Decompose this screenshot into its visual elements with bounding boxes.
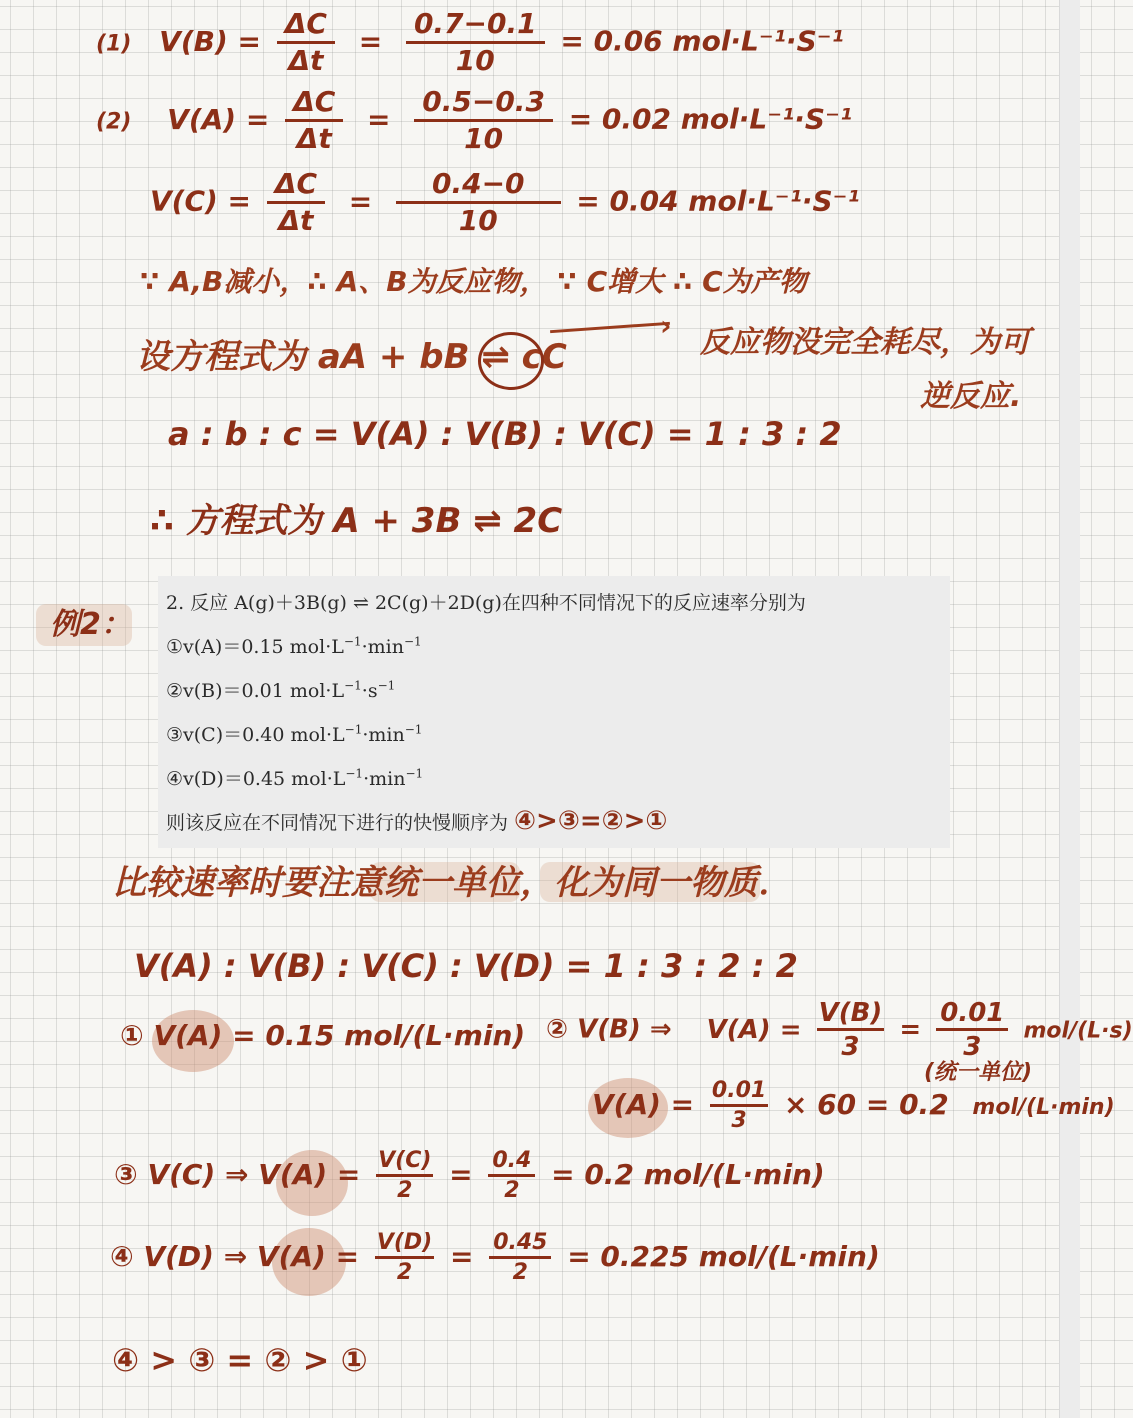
ratio-line: a : b : c = V(A) : V(B) : V(C) = 1 : 3 : 2	[168, 415, 842, 453]
reversible-circle	[478, 332, 544, 390]
step-2b-frac: $\frac{0.01}{3}$	[711, 1078, 767, 1133]
final-order: ④ > ③ = ② > ①	[112, 1341, 368, 1379]
rate-item-2: ②v(B)＝0.01 $mol\cdot L^{-1}\cdot s^{-1}$	[166, 678, 396, 702]
rate-item-4: ④v(D)＝0.45 $mol\cdot L^{-1}\cdot\min^{-1}$	[166, 766, 424, 790]
unify-note: (统一单位)	[924, 1060, 1033, 1085]
rate-item-3: ③v(C)＝0.40 $mol\cdot L^{-1}\cdot\min^{-1}$	[166, 722, 423, 746]
printed-problem	[158, 576, 950, 848]
q2a-result: = 0.02 mol·L⁻¹·S⁻¹	[568, 102, 853, 136]
q1-value-frac: $\frac{0.7-0.1}{10}$	[406, 10, 545, 75]
problem-stem: 2. 反应 A(g)＋3B(g) ⇌ 2C(g)＋2D(g)在四种不同情况下的反应速率分别为	[166, 592, 806, 614]
q2c-line: V(C) = $\frac{\Delta C}{\Delta t}$ = $\frac{0.4-0}{10}$ = 0.04 mol·L⁻¹·S⁻¹	[150, 167, 860, 237]
side-note-1: 反应物没完全耗尽，为可	[700, 325, 1030, 360]
step-2b-rest: × 60 = 0.2	[783, 1088, 949, 1121]
q1-delta-frac: $\frac{\Delta C}{\Delta t}$	[277, 10, 335, 75]
solution-ratio: V(A) : V(B) : V(C) : V(D) = 1 : 3 : 2 : 2	[134, 947, 798, 985]
q2a-value-frac: $\frac{0.5-0.3}{10}$	[414, 88, 553, 153]
q1-lhs: V(B) =	[159, 24, 261, 58]
q2-label: (2)	[96, 109, 132, 135]
step-3-frac-1: $\frac{V(C)}{2}$	[378, 1148, 432, 1203]
step-2-lhs: V(A) =	[706, 1014, 802, 1045]
page-edge	[1059, 0, 1080, 1418]
note-arrowhead: ›	[660, 309, 672, 342]
step-4-head: ④ V(D) ⇒ V(A) =	[110, 1240, 360, 1273]
q1-label: (1)	[96, 31, 132, 57]
q1-line: (1) V(B) = $\frac{\Delta C}{\Delta t}$ = $\frac{0.7-0.1}{10}$ = 0.06 mol·L⁻¹·S⁻¹	[96, 7, 844, 77]
q1-result: = 0.06 mol·L⁻¹·S⁻¹	[560, 24, 844, 58]
step-2b-unit: mol/(L·min)	[972, 1095, 1115, 1120]
example-label: 例2：	[50, 607, 131, 642]
step-4: ④ V(D) ⇒ V(A) = $\frac{V(D)}{2}$ = $\frac{0.45}{2}$ = 0.225 mol/(L·min)	[110, 1230, 880, 1285]
step-1: ① V(A) = 0.15 mol/(L·min)	[120, 1019, 526, 1052]
step-4-frac-1: $\frac{V(D)}{2}$	[376, 1230, 433, 1285]
step-3-frac-2: $\frac{0.4}{2}$	[488, 1150, 535, 1202]
step-3-rest: = 0.2 mol/(L·min)	[551, 1158, 825, 1191]
handwritten-answer: ④>③=②>①	[514, 806, 668, 836]
tip-line: 比较速率时要注意统一单位，化为同一物质．	[112, 863, 792, 903]
step-4-frac-2: $\frac{0.45}{2}$	[489, 1232, 551, 1284]
step-2b	[592, 1080, 1115, 1132]
q2c-result: = 0.04 mol·L⁻¹·S⁻¹	[576, 184, 860, 218]
conclusion-line: ∴ 方程式为 A + 3B ⇌ 2C	[150, 501, 563, 541]
q2a-delta-frac: $\frac{\Delta C}{\Delta t}$	[285, 88, 343, 153]
rate-item-1: ①v(A)＝0.15 $mol\cdot L^{-1}\cdot\min^{-1}$	[166, 634, 422, 658]
note-arrow	[550, 322, 670, 333]
problem-question: 则该反应在不同情况下进行的快慢顺序为 ④>③=②>①	[166, 806, 668, 836]
step-2: ② V(B) ⇒ V(A) = $\frac{V(B)}{3}$ = $\frac{0.01}{3}$ mol/(L·s)	[546, 998, 1133, 1062]
q2a-line: (2) V(A) = $\frac{\Delta C}{\Delta t}$ = $\frac{0.5-0.3}{10}$ = 0.02 mol·L⁻¹·S⁻¹	[96, 85, 853, 155]
step-2b-lhs: V(A) =	[592, 1088, 695, 1121]
step-2-head: ② V(B) ⇒	[546, 1014, 672, 1045]
reason-line: ∵ A,B减小，∴ A、B为反应物， ∵ C增大 ∴ C为产物	[140, 265, 807, 298]
q2c-value-frac: $\frac{0.4-0}{10}$	[396, 170, 561, 235]
q2c-lhs: V(C) =	[150, 184, 252, 218]
step-2-unit: mol/(L·s)	[1023, 1018, 1133, 1044]
step-2-frac-2: $\frac{0.01}{3}$	[936, 1000, 1008, 1060]
step-4-rest: = 0.225 mol/(L·min)	[567, 1240, 880, 1273]
q2c-delta-frac: $\frac{\Delta C}{\Delta t}$	[267, 170, 325, 235]
step-3: ③ V(C) ⇒ V(A) = $\frac{V(C)}{2}$ = $\frac{0.4}{2}$ = 0.2 mol/(L·min)	[114, 1148, 825, 1203]
assume-line: 设方程式为 aA + bB ⇌ cC	[136, 337, 567, 377]
side-note-2: 逆反应.	[920, 379, 1022, 414]
step-3-head: ③ V(C) ⇒ V(A) =	[114, 1158, 361, 1191]
q2a-lhs: V(A) =	[167, 102, 270, 136]
step-2-frac-1: $\frac{V(B)}{3}$	[818, 998, 883, 1062]
